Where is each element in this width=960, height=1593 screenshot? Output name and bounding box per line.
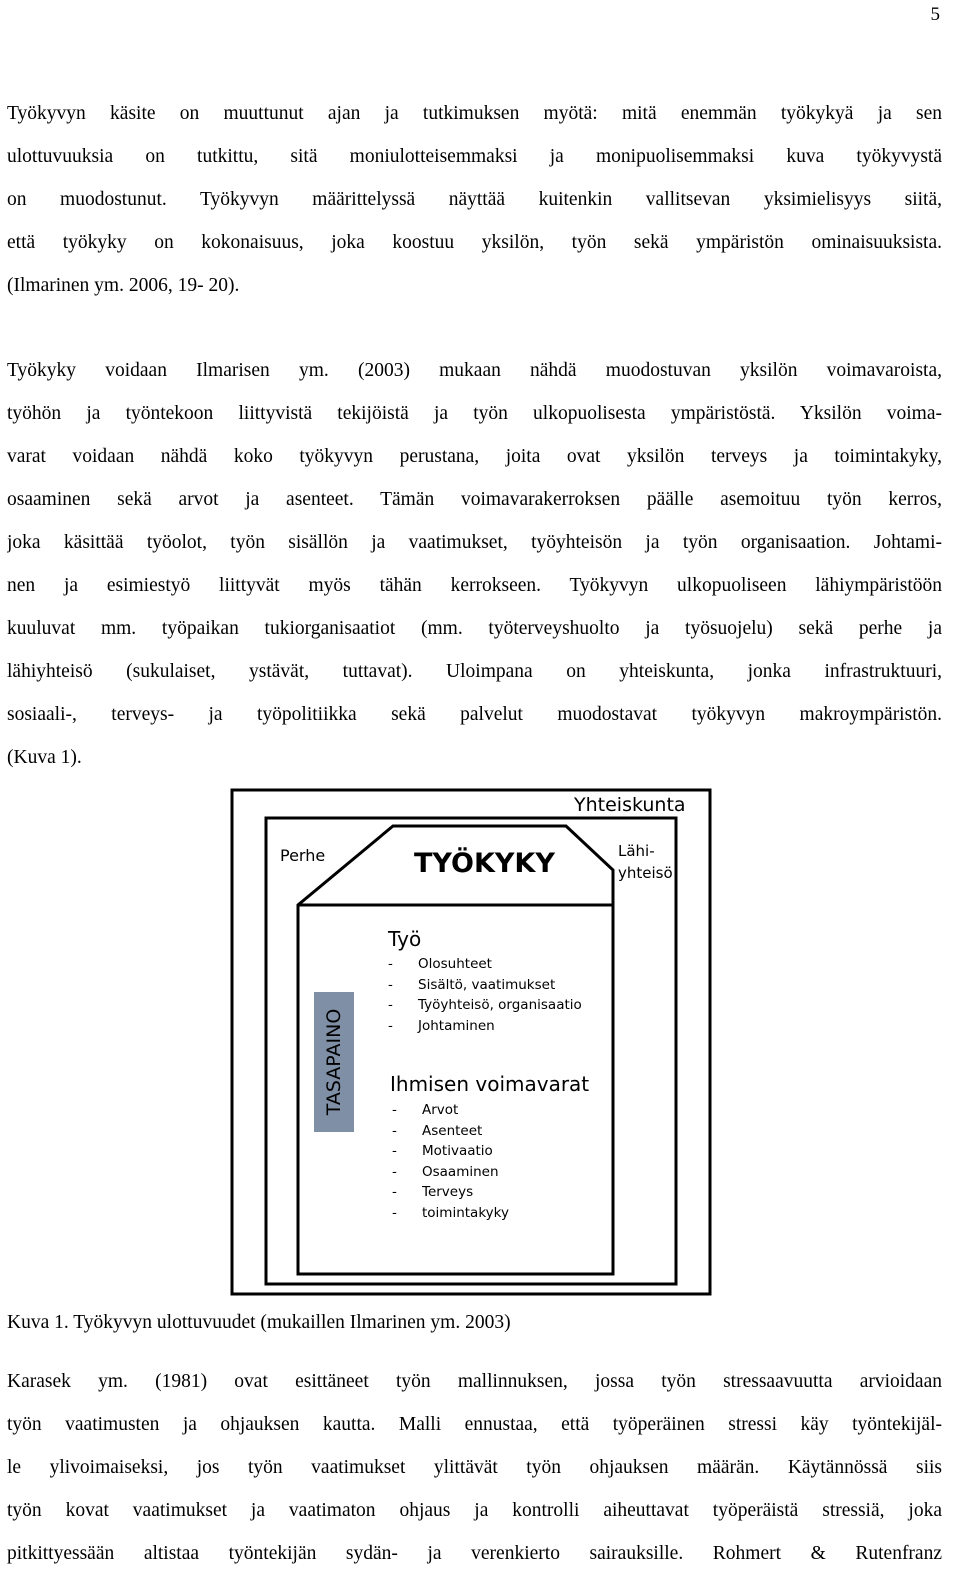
text-line: pitkittyessään altistaa työntekijän sydän- ja verenkierto sairauksille. Rohmert & Rutenfranz [7,1543,942,1564]
text-line: Työkyky voidaan Ilmarisen ym. (2003) mukaan nähdä muodostuvan yksilön voimavaroista, [7,360,942,381]
paragraph-1 [7,92,942,307]
label-lahiyhteiso-line-1: Lähi- [618,842,655,860]
figure-caption: Kuva 1. Työkyvyn ulottuvuudet (mukaillen Ilmarinen ym. 2003) [7,1312,511,1333]
label-yhteiskunta: Yhteiskunta [574,794,686,816]
list-item: - Osaaminen [392,1163,499,1180]
text-line: työn vaatimusten ja ohjauksen kautta. Malli ennustaa, että työperäinen stressi käy työntekijäl- [7,1414,942,1435]
label-lahiyhteiso [618,840,673,884]
text-line: (Ilmarinen ym. 2006, 19- 20). [7,275,240,296]
list-item: - Olosuhteet [388,956,492,972]
text-line: lähiyhteisö (sukulaiset, ystävät, tuttavat). Uloimpana on yhteiskunta, jonka infrastruktuuri, [7,661,942,682]
label-tasapaino: TASAPAINO [323,1008,345,1116]
page-number: 5 [930,4,940,25]
list-item: - Arvot [392,1102,459,1118]
text-line: Karasek ym. (1981) ovat esittäneet työn mallinnuksen, jossa työn stressaavuutta arvioidaan [7,1371,942,1392]
text-line: (Kuva 1). [7,747,82,768]
list-item: - toimintakyky [392,1204,509,1221]
paragraph-2 [7,349,942,779]
text-line: Työkyvyn käsite on muuttunut ajan ja tutkimuksen myötä: mitä enemmän työkykyä ja sen [7,103,942,124]
text-line: osaaminen sekä arvot ja asenteet. Tämän voimavarakerroksen päälle asemoituu työn kerros, [7,489,942,510]
tyo-list [388,954,582,1036]
label-tyokyky: TYÖKYKY [414,848,555,879]
text-line: le ylivoimaiseksi, jos työn vaatimukset ylittävät työn ohjauksen määrän. Käytännössä siis [7,1457,942,1478]
list-item: - Terveys [392,1184,474,1201]
work-ability-figure [230,788,712,1296]
label-lahiyhteiso-line-2: yhteisö [618,864,673,882]
text-line: kuuluvat mm. työpaikan tukiorganisaatiot (mm. työterveyshuolto ja työsuojelu) sekä perhe ja [7,618,942,639]
list-item: - Työyhteisö, organisaatio [388,997,582,1014]
label-ihmisen-voimavarat: Ihmisen voimavarat [390,1072,590,1096]
text-line: ulottuvuuksia on tutkittu, sitä moniulotteisemmaksi ja monipuolisemmaksi kuva työkyvystä [7,146,942,167]
voimavarat-list [392,1100,509,1224]
text-line: varat voidaan nähdä koko työkyvyn perustana, joita ovat yksilön terveys ja toimintakyky, [7,446,942,467]
text-line: joka käsittää työolot, työn sisällön ja vaatimukset, työyhteisön ja työn organisaation. Johtami- [7,532,942,553]
list-item: - Motivaatio [392,1143,493,1160]
text-line: työn kovat vaatimukset ja vaatimaton ohjaus ja kontrolli aiheuttavat työperäistä stressiä, joka [7,1500,942,1521]
label-tyo: Työ [388,927,422,951]
list-item: - Johtaminen [388,1017,495,1034]
text-line: että työkyky on kokonaisuus, joka koostuu yksilön, työn sekä ympäristön ominaisuuksista. [7,232,942,253]
list-item: - Sisältö, vaatimukset [388,976,556,993]
text-line: nen ja esimiestyö liittyvät myös tähän kerrokseen. Työkyvyn ulkopuoliseen lähiympäristöön [7,575,942,596]
text-line: työhön ja työntekoon liittyvistä tekijöistä ja työn ulkopuolisesta ympäristöstä. Yksilön voima- [7,403,942,424]
text-line: on muodostunut. Työkyvyn määrittelyssä näyttää kuitenkin vallitsevan yksimielisyys siitä, [7,189,942,210]
list-item: - Asenteet [392,1122,483,1139]
text-line: sosiaali-, terveys- ja työpolitiikka sekä palvelut muodostavat työkyvyn makroympäristön. [7,704,942,725]
paragraph-3 [7,1360,942,1575]
label-perhe: Perhe [280,846,326,865]
